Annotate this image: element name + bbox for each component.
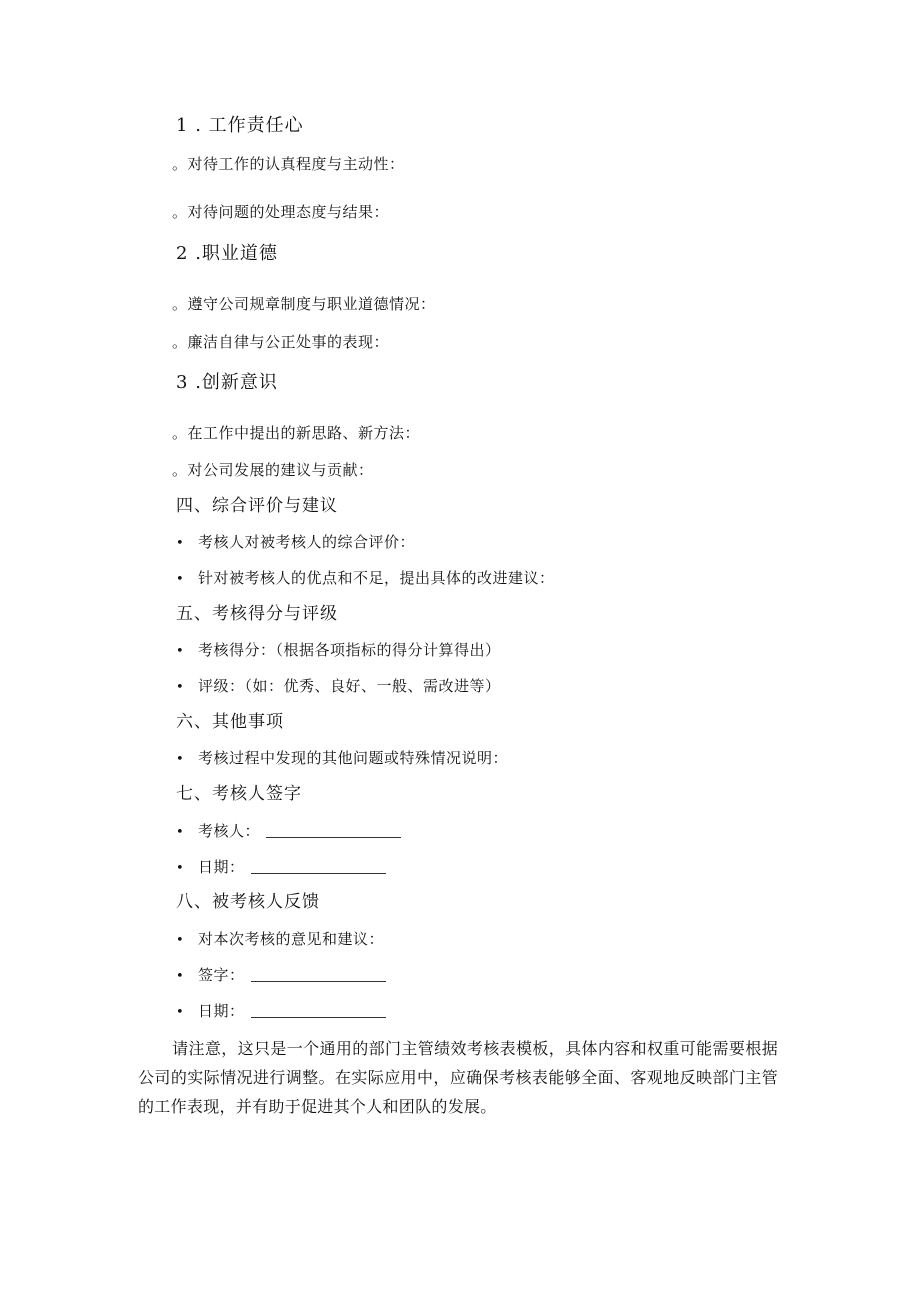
bullet-text: 考核过程中发现的其他问题或特殊情况说明： [198,749,509,767]
section-6-bullet-1 [176,751,508,766]
section-5-heading: 五、考核得分与评级 [176,604,338,624]
closing-note-text: 请注意，这只是一个通用的部门主管绩效考核表模板，具体内容和权重可能需要根据公司的实际情况进行调整。在实际应用中，应确保考核表能够全面、客观地反映部门主管的工作表现，并有助于促进其个人和团队的发展。 [138,1039,778,1116]
item-2-heading [176,245,278,263]
bullet-icon: • [176,572,185,587]
section-8-heading: 八、被考核人反馈 [176,892,320,912]
item-3-number: 3 [176,372,189,393]
item-3-heading [176,374,278,392]
item-3-sub-b: 。对公司发展的建议与贡献： [172,461,374,479]
section-7-heading: 七、考核人签字 [176,784,302,804]
item-1-sub-a: 。对待工作的认真程度与主动性： [172,155,405,173]
section-4-bullet-2 [176,571,555,586]
bullet-text: 对本次考核的意见和建议： [198,930,385,948]
bullet-text: 针对被考核人的优点和不足，提出具体的改进建议： [198,569,555,587]
bullet-text: 签字： [198,966,245,984]
bullet-icon: • [176,680,185,695]
bullet-icon: • [176,752,185,767]
signature-blank[interactable] [251,969,386,982]
section-4-heading: 四、综合评价与建议 [176,496,338,516]
bullet-icon: • [176,644,185,659]
item-1-heading [176,117,304,135]
bullet-text: 日期： [198,1002,245,1020]
bullet-icon: • [176,933,185,948]
item-1-title: . 工作责任心 [195,115,304,136]
section-6-heading: 六、其他事项 [176,712,284,732]
item-2-sub-b: 。廉洁自律与公正处事的表现： [172,333,390,351]
section-5-bullet-1 [176,643,501,658]
bullet-text: 评级：（如：优秀、良好、一般、需改进等） [198,677,501,695]
bullet-icon: • [176,825,185,840]
bullet-text: 考核人对被考核人的综合评价： [198,533,416,551]
item-3-title: .创新意识 [195,372,278,393]
section-7-bullet-2 [176,860,386,875]
item-2-number: 2 [176,243,189,264]
item-3-sub-a: 。在工作中提出的新思路、新方法： [172,424,421,442]
date-blank[interactable] [251,861,386,874]
item-1-sub-b: 。对待问题的处理态度与结果： [172,203,390,221]
item-2-sub-a: 。遵守公司规章制度与职业道德情况： [172,295,436,313]
bullet-text: 日期： [198,858,245,876]
bullet-icon: • [176,536,185,551]
bullet-icon: • [176,969,185,984]
section-5-bullet-2 [176,679,501,694]
bullet-icon: • [176,1005,185,1020]
signature-blank[interactable] [266,825,401,838]
section-7-bullet-1 [176,824,401,839]
item-1-number: 1 [176,115,189,136]
section-8-bullet-3 [176,1004,386,1019]
bullet-text: 考核人： [198,822,261,840]
date-blank[interactable] [251,1005,386,1018]
closing-note [138,1034,778,1121]
bullet-text: 考核得分：（根据各项指标的得分计算得出） [198,641,501,659]
item-2-title: .职业道德 [195,243,278,264]
section-8-bullet-2 [176,968,386,983]
section-8-bullet-1 [176,932,384,947]
section-4-bullet-1 [176,535,415,550]
bullet-icon: • [176,861,185,876]
